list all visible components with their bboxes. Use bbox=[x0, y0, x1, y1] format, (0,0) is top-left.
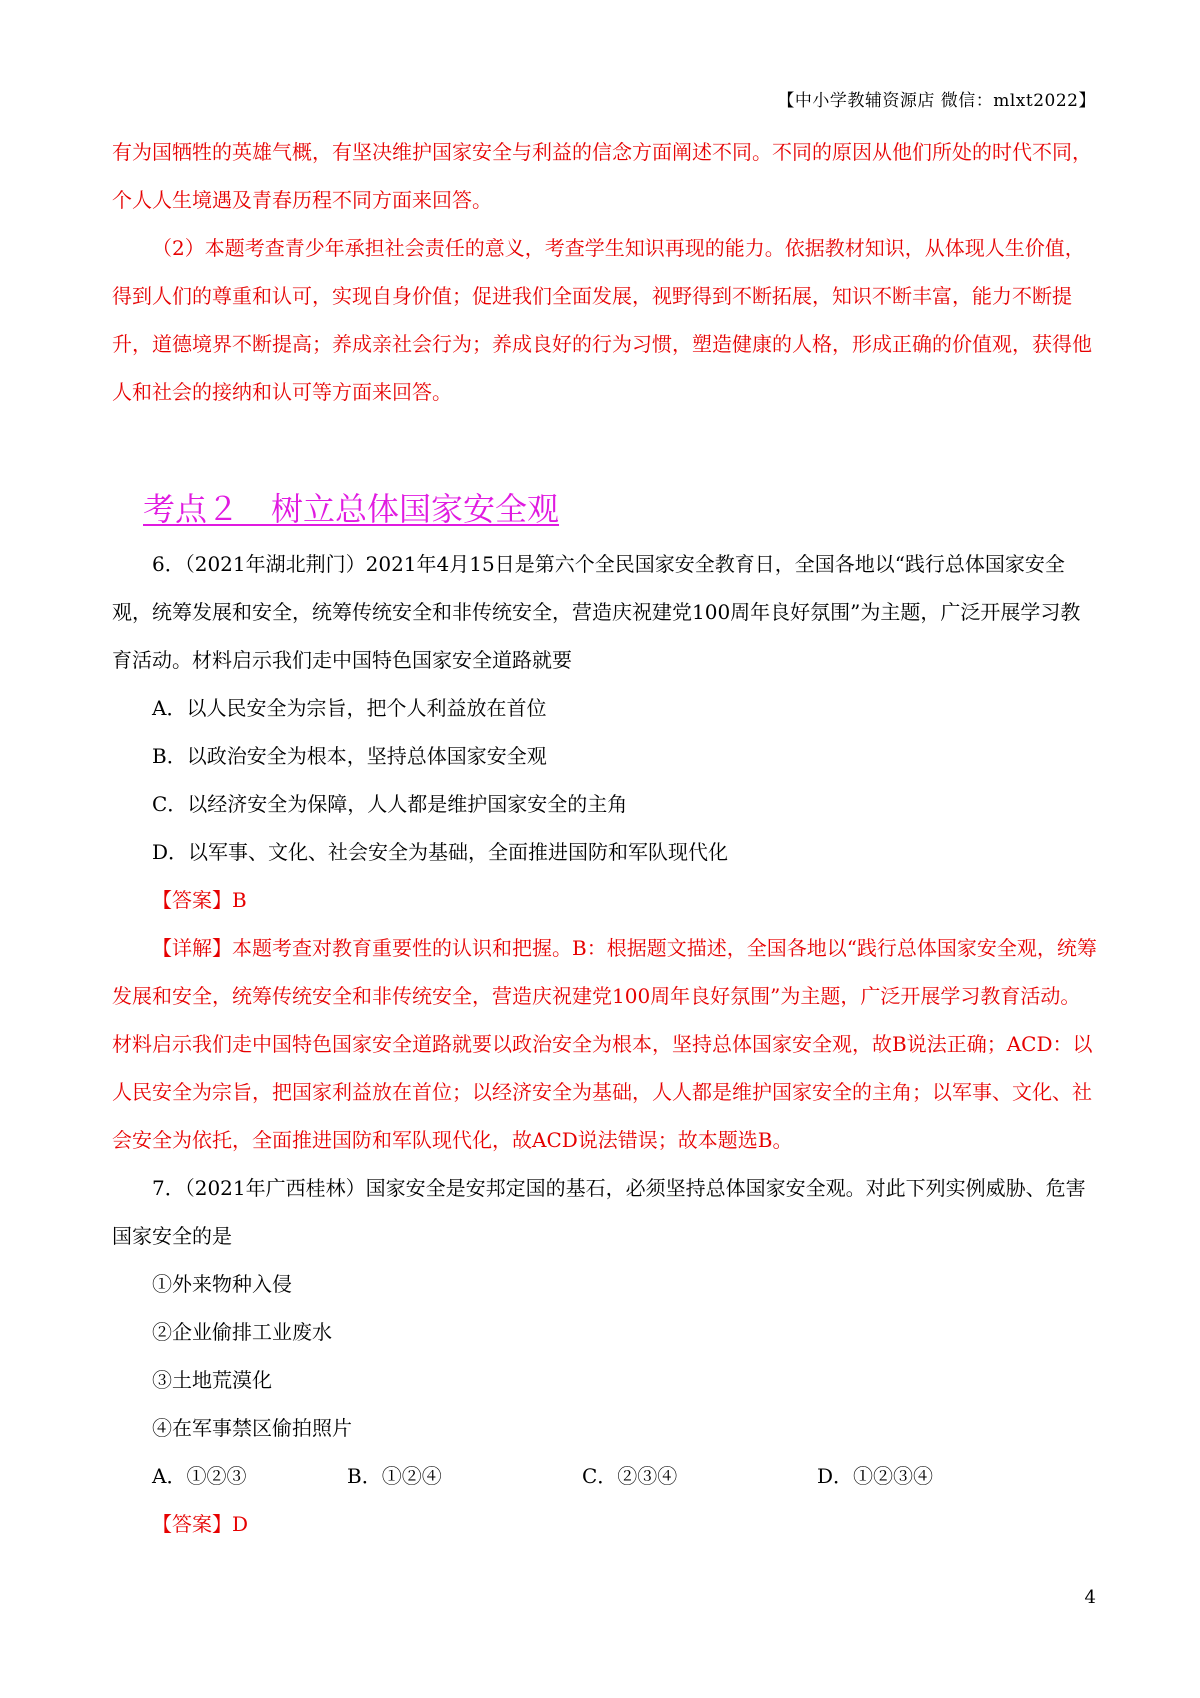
q7-answer: 【答案】D bbox=[152, 1512, 249, 1536]
q6-option-d: D．以军事、文化、社会安全为基础，全面推进国防和军队现代化 bbox=[152, 840, 729, 864]
page-number: 4 bbox=[1084, 1587, 1096, 1608]
q7-item-4: ④在军事禁区偷拍照片 bbox=[152, 1416, 352, 1440]
q7-option-c: C．②③④ bbox=[582, 1464, 678, 1488]
q7-options bbox=[112, 1452, 1097, 1500]
q7-stem: 7．（2021年广西桂林）国家安全是安邦定国的基石，必须坚持总体国家安全观。对此下列实例威胁、危害国家安全的是 bbox=[112, 1176, 1086, 1248]
q7-item-2: ②企业偷排工业废水 bbox=[152, 1320, 332, 1344]
intro-paragraph-2: （2）本题考查青少年承担社会责任的意义，考查学生知识再现的能力。依据教材知识，从体现人生价值，得到人们的尊重和认可，实现自身价值；促进我们全面发展，视野得到不断拓展，知识不断丰富，能力不断提升，道德境界不断提高；养成亲社会行为；养成良好的行为习惯，塑造健康的人格，形成正确的价值观，获得他人和社会的接纳和认可等方面来回答。 bbox=[112, 236, 1092, 404]
q7-item-3: ③土地荒漠化 bbox=[152, 1368, 272, 1392]
q7-option-b: B．①②④ bbox=[347, 1464, 442, 1488]
header-note: 【中小学教辅资源店 微信：mlxt2022】 bbox=[777, 91, 1096, 111]
q6-explanation: 【详解】本题考查对教育重要性的认识和把握。B：根据题文描述，全国各地以“践行总体国家安全观，统筹发展和安全，统筹传统安全和非传统安全，营造庆祝建党100周年良好氛围”为主题，广泛开展学习教育活动。材料启示我们走中国特色国家安全道路就要以政治安全为根本，坚持总体国家安全观，故B说法正确；ACD：以人民安全为宗旨，把国家利益放在首位；以经济安全为基础，人人都是维护国家安全的主角；以军事、文化、社会安全为依托，全面推进国防和军队现代化，故ACD说法错误；故本题选B。 bbox=[112, 936, 1097, 1152]
question-6 bbox=[112, 540, 1097, 1548]
q7-option-a: A．①②③ bbox=[152, 1464, 247, 1488]
q6-option-b: B．以政治安全为根本，坚持总体国家安全观 bbox=[152, 744, 547, 768]
intro-block bbox=[112, 128, 1097, 416]
q6-stem: 6．（2021年湖北荆门）2021年4月15日是第六个全民国家安全教育日，全国各地以“践行总体国家安全观，统筹发展和安全，统筹传统安全和非传统安全，营造庆祝建党100周年良好氛围”为主题，广泛开展学习教育活动。材料启示我们走中国特色国家安全道路就要 bbox=[112, 552, 1081, 672]
q6-option-c: C．以经济安全为保障，人人都是维护国家安全的主角 bbox=[152, 792, 628, 816]
q6-option-a: A．以人民安全为宗旨，把个人利益放在首位 bbox=[152, 696, 547, 720]
q6-answer: 【答案】B bbox=[152, 888, 247, 912]
intro-paragraph-1: 有为国牺牲的英雄气概，有坚决维护国家安全与利益的信念方面阐述不同。不同的原因从他们所处的时代不同，个人人生境遇及青春历程不同方面来回答。 bbox=[112, 140, 1092, 212]
q7-option-d: D．①②③④ bbox=[817, 1464, 934, 1488]
q7-item-1: ①外来物种入侵 bbox=[152, 1272, 292, 1296]
section-heading: 考点２ 树立总体国家安全观 bbox=[143, 490, 560, 528]
